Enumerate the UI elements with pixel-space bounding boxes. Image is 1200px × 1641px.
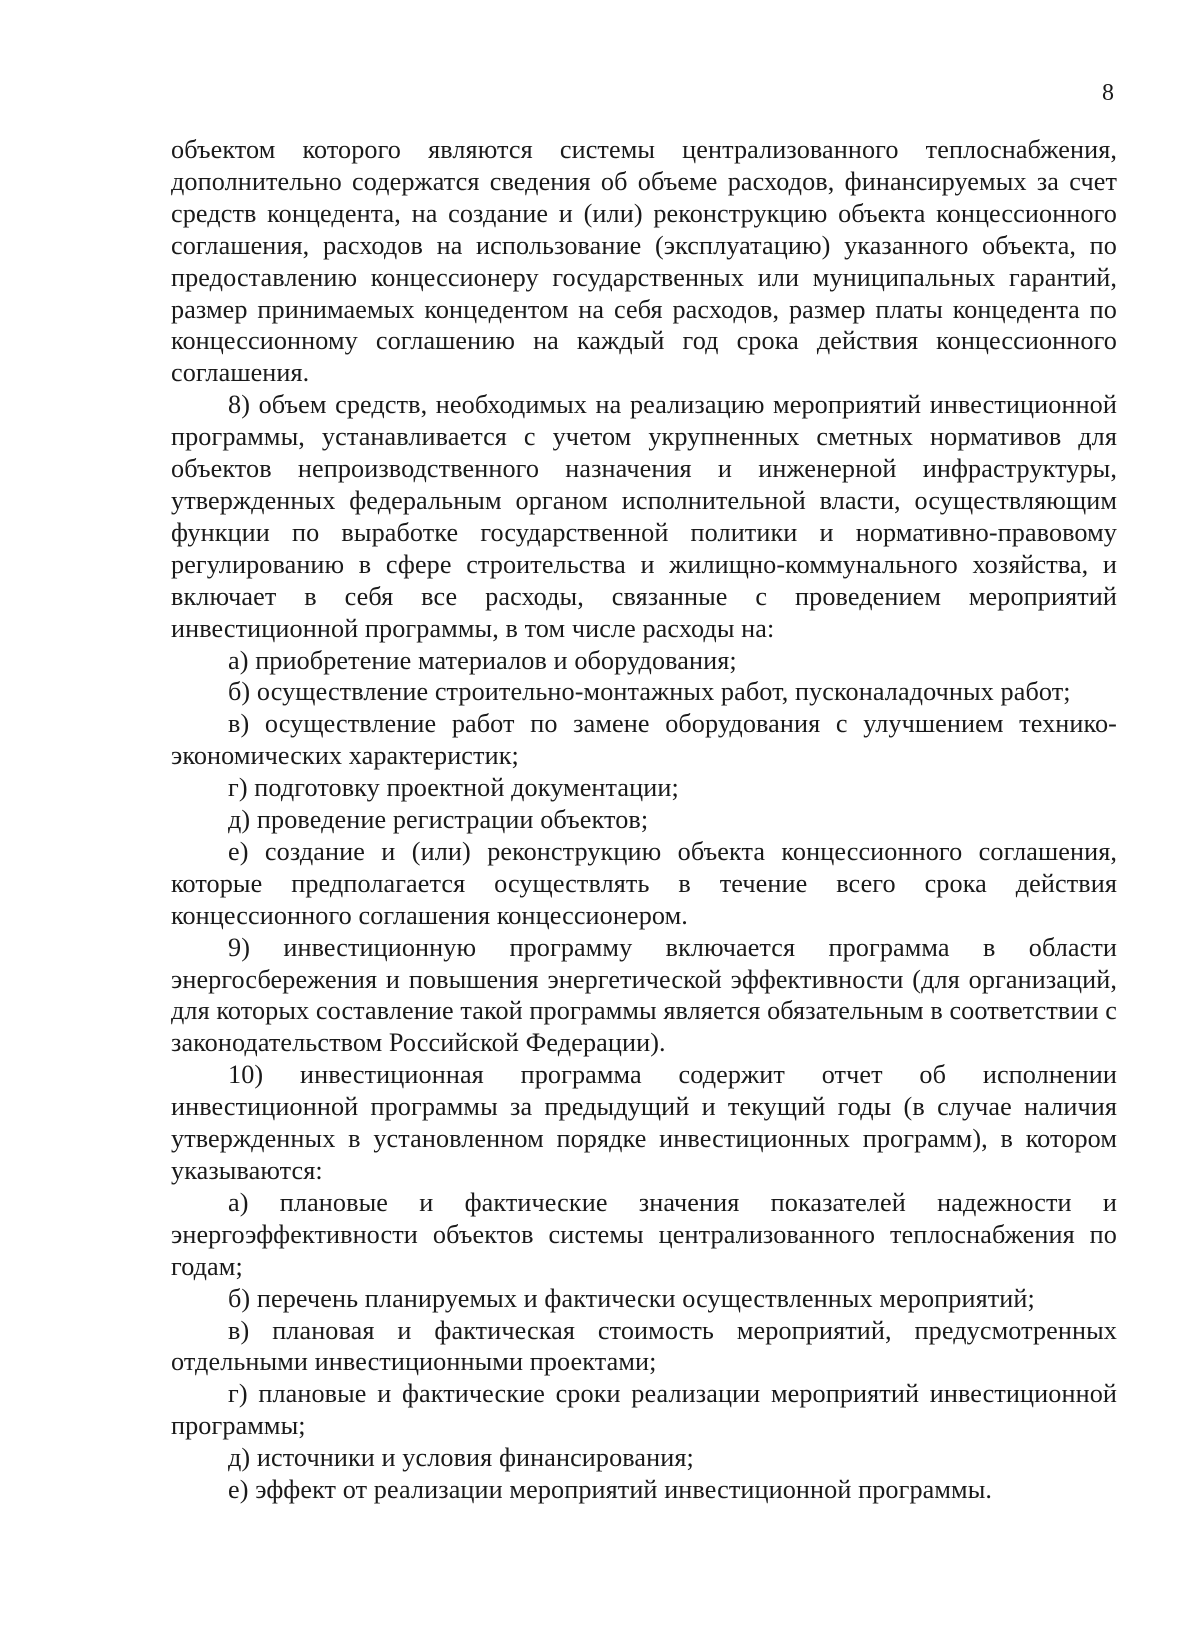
subitem-e-reconstruction: е) создание и (или) реконструкцию объекта концессионного соглашения, которые предполагается осуществлять в течение всего срока действия концессионного соглашения концессионером. [171,836,1117,930]
subitem-d-registration: д) проведение регистрации объектов; [228,805,649,835]
subitem-g-design-documentation: г) подготовку проектной документации; [228,773,679,803]
subitem-v-equipment-replacement: в) осуществление работ по замене оборудования с улучшением технико-экономических характеристик; [171,709,1117,771]
paragraph-item-10: 10) инвестиционная программа содержит отчет об исполнении инвестиционной программы за предыдущий и текущий годы (в случае наличия утвержденных в установленном порядке инвестиционных программ), в котором указываются: [171,1060,1117,1185]
page-number: 8 [1102,80,1114,106]
document-body [171,134,1117,1506]
subitem-a-materials: а) приобретение материалов и оборудования; [228,645,737,675]
report-item-a: а) плановые и фактические значения показателей надежности и энергоэффективности объектов системы централизованного теплоснабжения по годам; [171,1187,1117,1281]
paragraph-continuation: объектом которого являются системы централизованного теплоснабжения, дополнительно содержатся сведения об объеме расходов, финансируемых за счет средств концедента, на создание и (или) реконструкцию объекта концессионного соглашения, расходов на использование (эксплуатацию) указанного объекта, по предоставлению концессионеру государственных или муниципальных гарантий, размер принимаемых концедентом на себя расходов, размер платы концедента по концессионному соглашению на каждый год срока действия концессионного соглашения. [171,135,1117,388]
report-item-g: г) плановые и фактические сроки реализации мероприятий инвестиционной программы; [171,1379,1117,1441]
paragraph-item-9: 9) инвестиционную программу включается программа в области энергосбережения и повышения энергетической эффективности (для организаций, для которых составление такой программы является обязательным в соответствии с законодательством Российской Федерации). [171,932,1117,1058]
report-item-v: в) плановая и фактическая стоимость мероприятий, предусмотренных отдельными инвестиционными проектами; [171,1315,1117,1377]
paragraph-item-8: 8) объем средств, необходимых на реализацию мероприятий инвестиционной программы, устанавливается с учетом укрупненных сметных нормативов для объектов непроизводственного назначения и инженерной инфраструктуры, утвержденных федеральным органом исполнительной власти, осуществляющим функции по выработке государственной политики и нормативно-правовому регулированию в сфере строительства и жилищно-коммунального хозяйства, и включает в себя все расходы, связанные с проведением мероприятий инвестиционной программы, в том числе расходы на: [171,390,1117,643]
subitem-b-construction: б) осуществление строительно-монтажных работ, пусконаладочных работ; [228,677,1071,707]
report-item-b: б) перечень планируемых и фактически осуществленных мероприятий; [228,1283,1035,1313]
report-item-d: д) источники и условия финансирования; [228,1443,694,1473]
report-item-e: е) эффект от реализации мероприятий инвестиционной программы. [228,1475,993,1505]
